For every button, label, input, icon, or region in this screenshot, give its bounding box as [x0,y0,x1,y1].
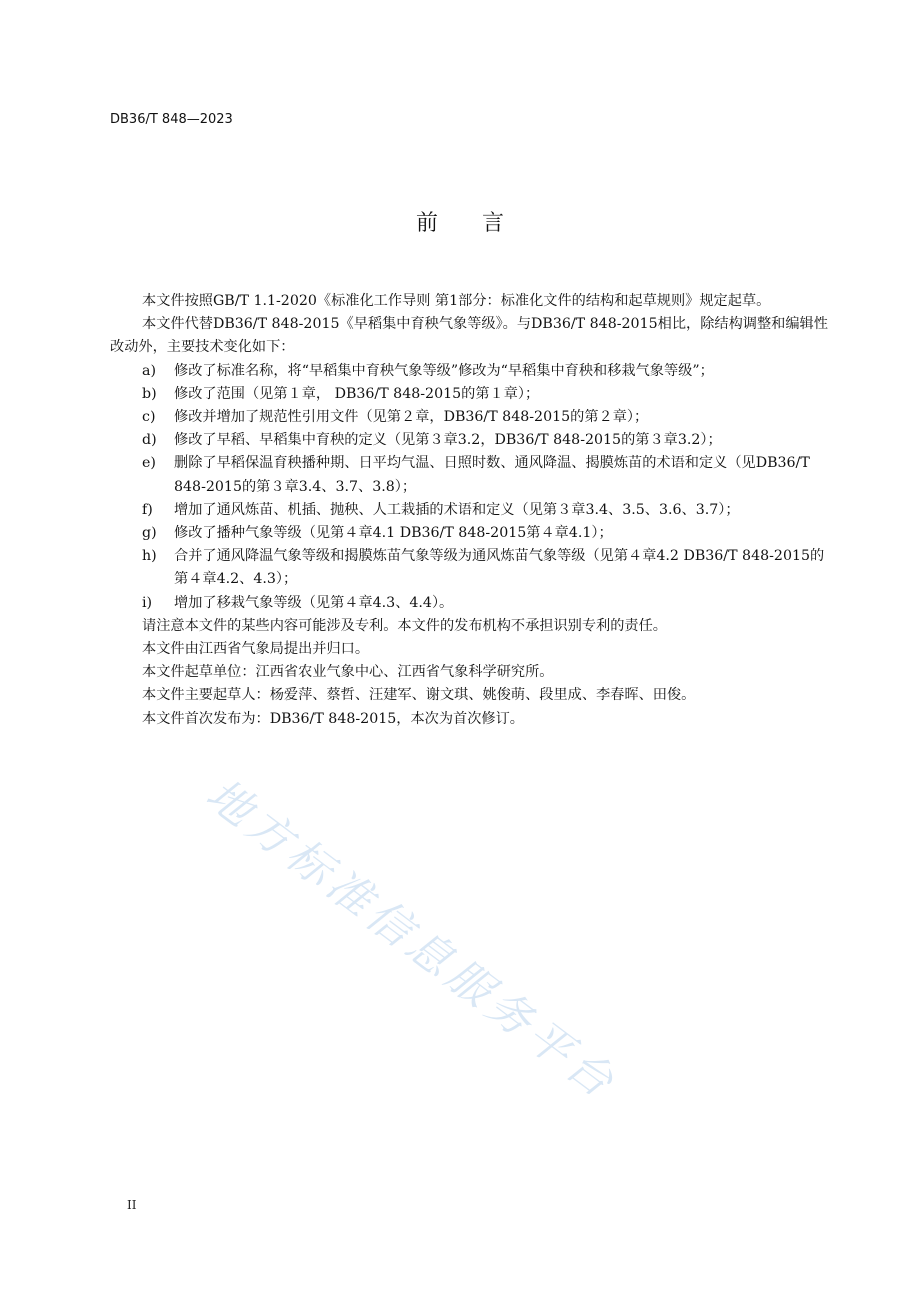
list-item [110,383,836,406]
list-item-label: b) [142,385,157,402]
page-title: 前 言 [415,211,504,236]
foreword-body [110,290,836,731]
list-item [110,545,836,591]
list-item-label: f) [142,501,153,518]
list-item-label: i) [142,594,153,611]
list-item [110,592,836,615]
list-item-label: g) [142,525,157,542]
paragraph: 本文件首次发布为：DB36/T 848-2015，本次为首次修订。 [142,710,524,727]
list-item-text: 修改并增加了规范性引用文件（见第２章，DB36/T 848-2015的第２章）； [174,409,649,426]
list-item-text: 修改了播种气象等级（见第４章4.1 DB36/T 848-2015第４章4.1）； [174,525,613,542]
page-number: II [127,1198,137,1212]
list-item-text: 修改了范围（见第１章， DB36/T 848-2015的第１章）； [174,385,540,402]
list-item-label: h) [142,548,157,565]
list-item [110,499,836,522]
list-item-text: 删除了早稻保温育秧播种期、日平均气温、日照时数、通风降温、揭膜炼苗的术语和定义（见DB36/T 848-2015的第３章3.4、3.7、3.8）； [174,455,810,495]
list-item [110,522,836,545]
list-item [110,360,836,383]
list-item-label: c) [142,409,156,426]
list-item-label: d) [142,432,157,449]
watermark: 地方标准信息服务平台 [196,768,627,1111]
list-item-text: 增加了移栽气象等级（见第４章4.3、4.4）。 [174,594,454,611]
document-code-header: DB36/T 848—2023 [110,112,233,127]
list-item [110,406,836,429]
list-item-label: a) [142,362,156,379]
paragraph: 请注意本文件的某些内容可能涉及专利。本文件的发布机构不承担识别专利的责任。 [142,617,667,634]
list-item-text: 增加了通风炼苗、机插、抛秧、人工栽插的术语和定义（见第３章3.4、3.5、3.6、3.7）； [174,501,740,518]
paragraph: 本文件按照GB/T 1.1-2020《标准化工作导则 第1部分：标准化文件的结构和起草规则》规定起草。 [142,293,771,309]
paragraph: 本文件由江西省气象局提出并归口。 [142,641,370,658]
paragraph: 本文件起草单位：江西省农业气象中心、江西省气象科学研究所。 [142,664,554,681]
paragraph: 本文件主要起草人：杨爱萍、蔡哲、汪建军、谢文琪、姚俊萌、段里成、李春晖、田俊。 [142,687,696,704]
paragraph: 本文件代替DB36/T 848-2015《早稻集中育秧气象等级》。与DB36/T 848-2015相比，除结构调整和编辑性改动外，主要技术变化如下： [110,316,828,356]
list-item-label: e) [142,455,156,472]
list-item-text: 合并了通风降温气象等级和揭膜炼苗气象等级为通风炼苗气象等级（见第４章4.2 DB36/T 848-2015的第４章4.2、4.3）； [174,548,825,588]
list-item [110,429,836,452]
list-item-text: 修改了标准名称，将“早稻集中育秧气象等级”修改为“早稻集中育秧和移栽气象等级”； [174,362,714,379]
list-item [110,452,836,498]
list-item-text: 修改了早稻、早稻集中育秧的定义（见第３章3.2，DB36/T 848-2015的第３章3.2）； [174,432,722,449]
